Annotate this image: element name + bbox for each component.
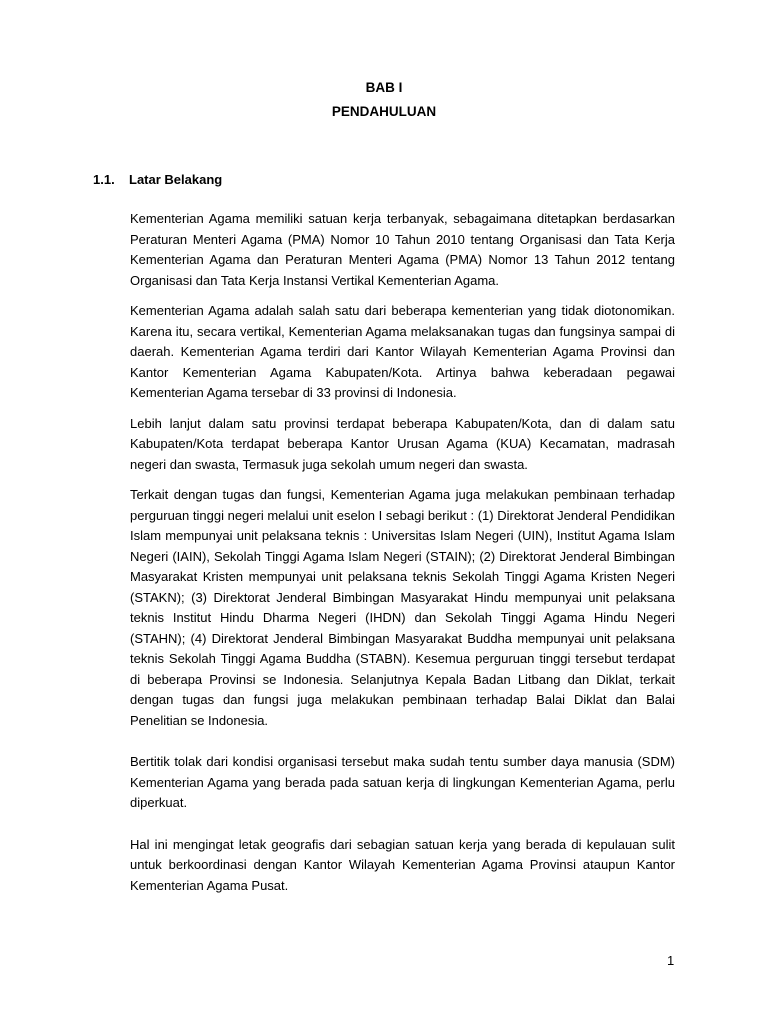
section-number: 1.1. [93,172,115,187]
paragraph: Bertitik tolak dari kondisi organisasi tersebut maka sudah tentu sumber daya manusia (SDM) Kementerian Agama yang berada pada satuan kerja di lingkungan Kementerian Agama, perlu diperkuat. [130,754,675,810]
paragraph: Lebih lanjut dalam satu provinsi terdapat beberapa Kabupaten/Kota, dan di dalam satu Kabupaten/Kota terdapat beberapa Kantor Urusan Agama (KUA) Kecamatan, madrasah negeri dan swasta, Termasuk juga sekolah umum negeri dan swasta. [130,415,675,472]
paragraph: Hal ini mengingat letak geografis dari sebagian satuan kerja yang berada di kepulauan sulit untuk berkoordinasi dengan Kantor Wilayah Kementerian Agama Provinsi ataupun Kantor Kementerian Agama Pusat. [130,836,675,893]
paragraph: Kementerian Agama adalah salah satu dari beberapa kementerian yang tidak diotonomikan. Karena itu, secara vertikal, Kementerian Agama melaksanakan tugas dan fungsinya sampai di daerah. Kementerian Agama terdiri dari Kantor Wilayah Kementerian Agama Provinsi dan Kantor Kementerian Agama Kabupaten/Kota. Artinya bahwa keberadaan pegawai Kementerian Agama tersebar di 33 provinsi di Indonesia. [130,303,675,400]
section-title: Latar Belakang [129,172,223,187]
chapter-number: BAB I [365,80,403,95]
chapter-title: PENDAHULUAN [331,104,437,119]
paragraph: Kementerian Agama memiliki satuan kerja terbanyak, sebagaimana ditetapkan berdasarkan Peraturan Menteri Agama (PMA) Nomor 10 Tahun 2010 tentang Organisasi dan Tata Kerja Kementerian Agama dan Peraturan Menteri Agama (PMA) Nomor 13 Tahun 2012 tentang Organisasi dan Tata Kerja Instansi Vertikal Kementerian Agama. [130,211,675,288]
paragraph: Terkait dengan tugas dan fungsi, Kementerian Agama juga melakukan pembinaan terhadap perguruan tinggi negeri melalui unit eselon I sebagi berikut : (1) Direktorat Jenderal Pendidikan Islam mempunyai unit pelaksana teknis : Universitas Islam Negeri (UIN), Institut Agama Islam Negeri (IAIN), Sekolah Tinggi Agama Islam Negeri (STAIN); (2) Direktorat Jenderal Bimbingan Masyarakat Kristen mempunyai unit pelaksana teknis Sekolah Tinggi Agama Kristen Negeri (STAKN); (3) Direktorat Jenderal Bimbingan Masyarakat Hindu mempunyai unit pelaksana teknis Institut Hindu Dharma Negeri (IHDN) dan Sekolah Tinggi Agama Hindu Negeri (STAHN); (4) Direktorat Jenderal Bimbingan Masyarakat Buddha mempunyai unit pelaksana teknis Sekolah Tinggi Agama Buddha (STABN). Kesemua perguruan tinggi tersebut terdapat di beberapa Provinsi se Indonesia. Selanjutnya Kepala Badan Litbang dan Diklat, terkait dengan tugas dan fungsi juga melakukan pembinaan terhadap Balai Diklat dan Balai Penelitian se Indonesia. [130,487,675,728]
body-text [130,209,675,906]
section-heading [93,170,222,190]
page-number: 1 [667,953,675,968]
